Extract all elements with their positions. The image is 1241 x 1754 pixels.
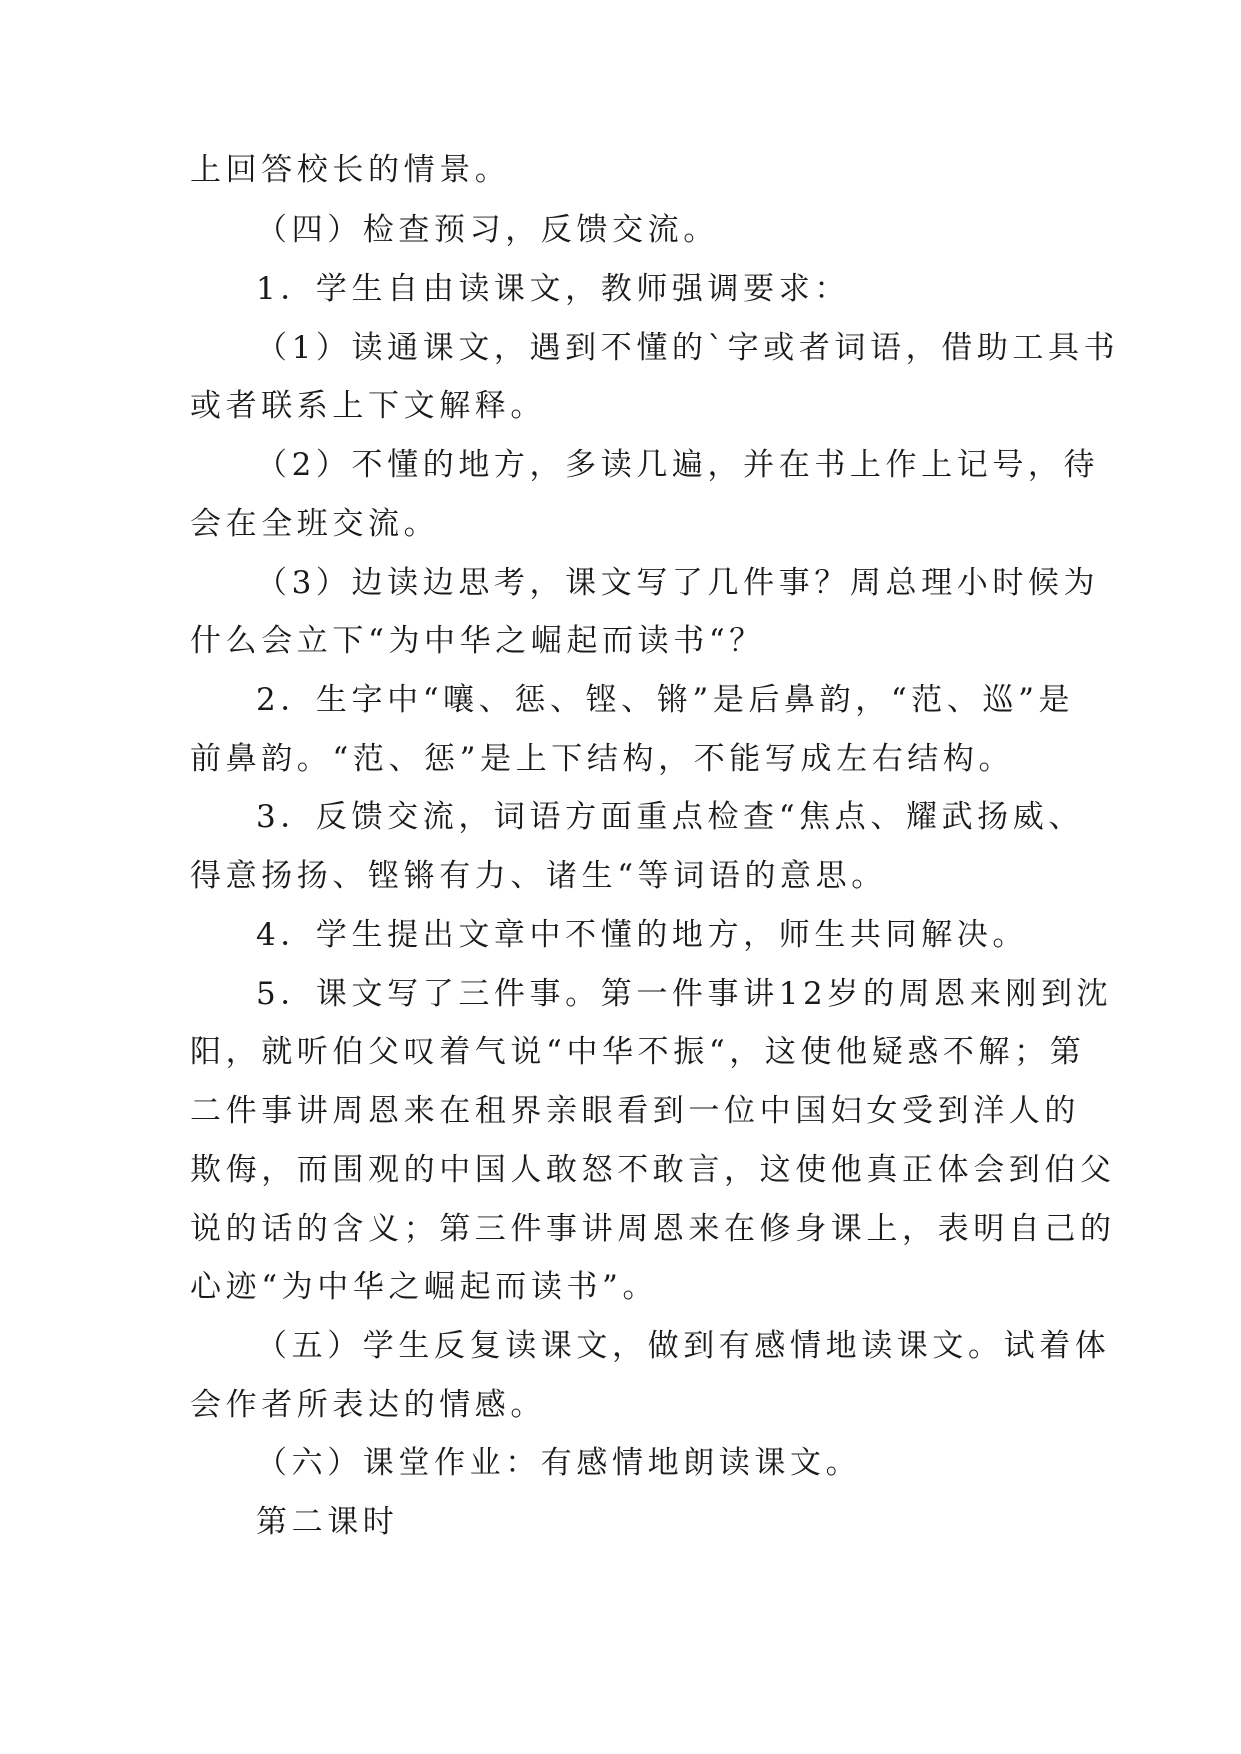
text-line: 欺侮，而围观的中国人敢怒不敢言，这使他真正体会到伯父 bbox=[190, 1152, 1116, 1188]
text-line: 说的话的含义；第三件事讲周恩来在修身课上，表明自己的 bbox=[190, 1211, 1116, 1247]
list-item: 2．生字中“嚷、惩、铿、锵”是后鼻韵，“范、巡”是 bbox=[256, 682, 1075, 718]
section-heading: （四）检查预习，反馈交流。 bbox=[256, 212, 719, 248]
lesson-heading: 第二课时 bbox=[256, 1504, 399, 1540]
list-item: 4．学生提出文章中不懂的地方，师生共同解决。 bbox=[256, 917, 1028, 953]
text-line: 什么会立下“为中华之崛起而读书“？ bbox=[190, 623, 765, 659]
text-line: 上回答校长的情景。 bbox=[190, 152, 511, 188]
text-line: 心迹“为中华之崛起而读书”。 bbox=[190, 1269, 659, 1305]
list-item: （1）读通课文，遇到不懂的`字或者词语，借助工具书 bbox=[256, 330, 1120, 366]
section-heading: （六）课堂作业：有感情地朗读课文。 bbox=[256, 1445, 862, 1481]
list-item: 1．学生自由读课文，教师强调要求： bbox=[256, 271, 850, 307]
text-line: 会在全班交流。 bbox=[190, 506, 440, 542]
text-line: 会作者所表达的情感。 bbox=[190, 1387, 546, 1423]
list-item: （3）边读边思考，课文写了几件事？周总理小时候为 bbox=[256, 565, 1100, 601]
list-item: 3．反馈交流，词语方面重点检查“焦点、耀武扬威、 bbox=[256, 799, 1084, 835]
text-line: 二件事讲周恩来在租界亲眼看到一位中国妇女受到洋人的 bbox=[190, 1093, 1080, 1129]
text-line: 得意扬扬、铿锵有力、诸生“等词语的意思。 bbox=[190, 858, 887, 894]
list-item: （2）不懂的地方，多读几遍，并在书上作上记号，待 bbox=[256, 447, 1100, 483]
text-line: 阳，就听伯父叹着气说“中华不振“，这使他疑惑不解；第 bbox=[190, 1034, 1086, 1070]
text-line: 或者联系上下文解释。 bbox=[190, 388, 546, 424]
section-heading: （五）学生反复读课文，做到有感情地读课文。试着体 bbox=[256, 1328, 1111, 1364]
text-line: 前鼻韵。“范、惩”是上下结构，不能写成左右结构。 bbox=[190, 741, 1015, 777]
list-item: 5．课文写了三件事。第一件事讲12岁的周恩来刚到沈 bbox=[256, 976, 1113, 1012]
